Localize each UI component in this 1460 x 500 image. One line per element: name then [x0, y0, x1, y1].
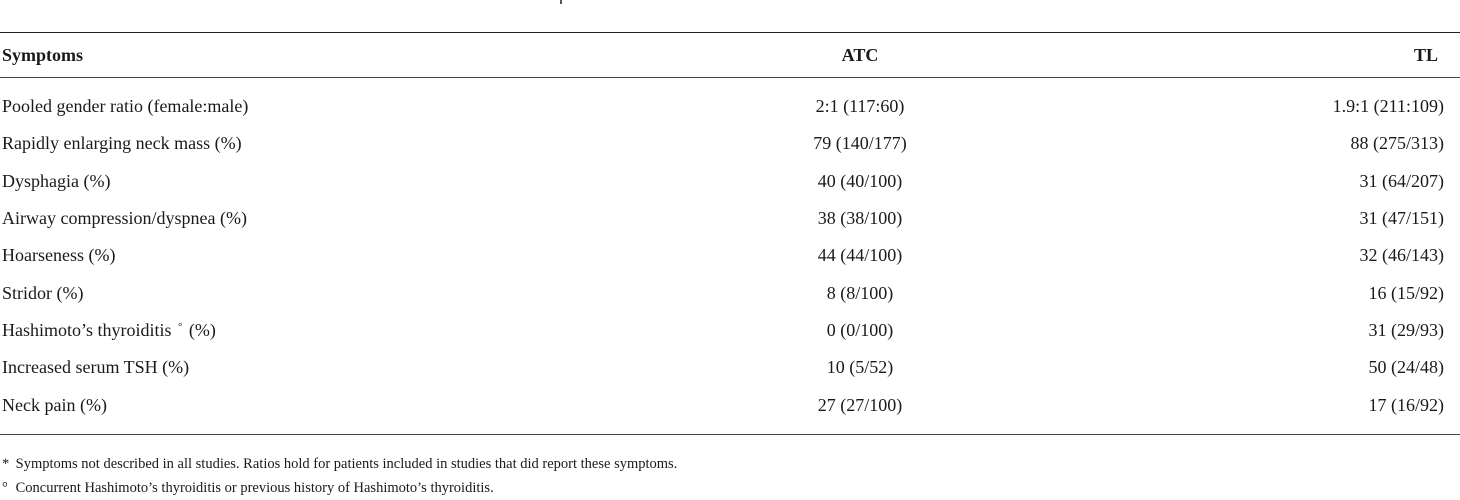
header-atc: ATC [520, 33, 1080, 78]
table-row [0, 78, 1460, 126]
table-footnotes [2, 452, 1442, 500]
header-symptoms: Symptoms [0, 33, 520, 78]
symptom-label-unit: (%) [188, 319, 216, 340]
table-row [0, 125, 1460, 162]
table-row [0, 237, 1460, 274]
table-row [0, 274, 1460, 311]
symptom-label: Airway compression/dyspnea (%) [2, 208, 247, 229]
atc-value: 38 (38/100) [817, 208, 903, 229]
header-tl: TL [1080, 33, 1460, 78]
tl-value: 17 (16/92) [1080, 386, 1460, 434]
symptom-label: Rapidly enlarging neck mass (%) [2, 133, 242, 154]
footnote-mark: ° [2, 480, 8, 496]
symptom-label: Hoarseness (%) [2, 245, 116, 266]
caption-fragment [560, 0, 564, 6]
tl-value: 16 (15/92) [1368, 282, 1444, 303]
table-row [0, 200, 1460, 237]
atc-value: 8 (8/100) [826, 282, 894, 303]
tl-value: 1.9:1 (211:109) [1332, 96, 1444, 117]
footnote-mark: * [2, 456, 10, 472]
tl-value: 32 (46/143) [1359, 245, 1444, 266]
atc-value: 27 (27/100) [520, 386, 1080, 434]
symptom-label [0, 312, 520, 349]
tl-value: 88 (275/313) [1350, 133, 1444, 154]
atc-value: 44 (44/100) [817, 245, 903, 266]
atc-value: 40 (40/100) [817, 170, 903, 191]
tl-value: 50 (24/48) [1368, 357, 1444, 378]
footnote-mark: ° [178, 320, 183, 333]
atc-value: 0 (0/100) [826, 319, 894, 340]
symptom-label: Dysphagia (%) [2, 170, 111, 191]
symptom-label: Stridor (%) [2, 282, 84, 303]
footnote-text: Concurrent Hashimoto’s thyroiditis or previous history of Hashimoto’s thyroiditis. [15, 480, 494, 496]
tl-value: 31 (64/207) [1359, 170, 1444, 191]
table-row [0, 349, 1460, 386]
atc-value: 79 (140/177) [813, 133, 907, 154]
symptom-label: Increased serum TSH (%) [2, 357, 190, 378]
footnote [2, 476, 1442, 500]
symptom-label-main: Hashimoto’s thyroiditis [2, 319, 172, 340]
symptom-label: Neck pain (%) [0, 386, 520, 434]
footnote-text: Symptoms not described in all studies. Ratios hold for patients included in studies that did report these symptoms. [15, 456, 678, 472]
symptom-label: Pooled gender ratio (female:male) [2, 96, 249, 117]
table-row [0, 312, 1460, 349]
table-header-row [0, 33, 1460, 78]
symptoms-table [0, 32, 1460, 435]
table-row [0, 386, 1460, 434]
atc-value: 2:1 (117:60) [815, 96, 905, 117]
footnote [2, 452, 1442, 476]
tl-value: 31 (29/93) [1368, 319, 1444, 340]
table-row [0, 163, 1460, 200]
atc-value: 10 (5/52) [826, 357, 894, 378]
tl-value: 31 (47/151) [1359, 208, 1444, 229]
